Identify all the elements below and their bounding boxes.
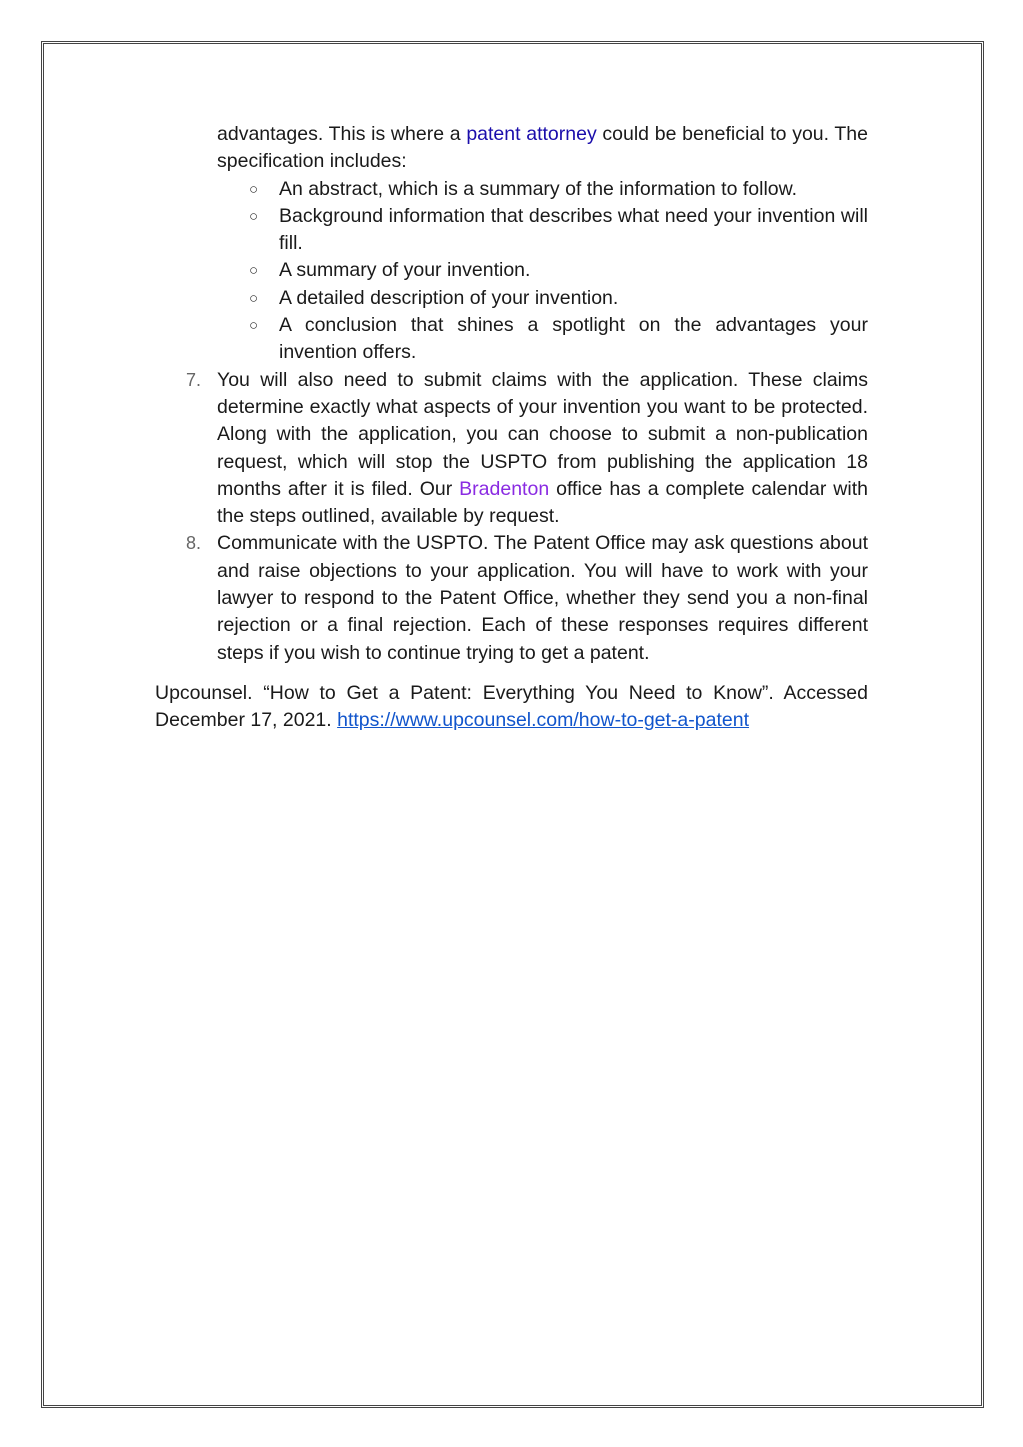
list-item [249, 203, 868, 258]
list-item [249, 176, 868, 203]
step-text-end: office has a complete calendar with the steps outlined, available by request. [217, 477, 868, 528]
steps-list [186, 367, 868, 667]
specification-list [249, 176, 868, 367]
step-item-8 [186, 530, 868, 666]
list-item [249, 257, 868, 284]
list-item [249, 312, 868, 367]
list-item [249, 285, 868, 312]
step-text: Communicate with the USPTO. The Patent Office may ask questions about and raise objections to your application. You will have to work with your lawyer to respond to the Patent Office, whether they send you a non-final rejection or a final rejection. Each of these responses requires different steps if you wish to continue trying to get a patent. [217, 532, 868, 664]
intro-text-end: could be beneficial to you. The specification includes: [217, 123, 869, 173]
step-number: 7. [186, 369, 202, 390]
circle-bullet-icon: ○ [249, 180, 259, 198]
list-item-text: A detailed description of your invention. [279, 286, 619, 309]
circle-bullet-icon: ○ [249, 262, 259, 280]
intro-text-start: advantages. This is where a [217, 123, 467, 145]
citation-text: Upcounsel. “How to Get a Patent: Everything You Need to Know”. Accessed December 17, 2021. [155, 681, 868, 732]
list-item-text: A conclusion that shines a spotlight on the advantages your invention offers. [279, 314, 868, 364]
circle-bullet-icon: ○ [249, 207, 259, 225]
list-item-text: A summary of your invention. [279, 259, 531, 282]
step-text-start: You will also need to submit claims with the application. These claims determine exactly what aspects of your invention you want to be protected. Along with the application, you can choose to submit a non-publication request, which will stop the USPTO from publishing the application 18 months after it is filed. Our [217, 368, 868, 500]
patent-attorney-link[interactable]: patent attorney [466, 123, 597, 145]
step-number: 8. [186, 533, 202, 554]
document-body [155, 121, 868, 735]
citation [155, 680, 868, 735]
bradenton-link[interactable]: Bradenton [459, 477, 550, 500]
list-item-text: Background information that describes what need your invention will fill. [279, 204, 868, 255]
list-item-text: An abstract, which is a summary of the information to follow. [279, 177, 798, 200]
specification-intro [217, 121, 868, 176]
step-item-7 [186, 367, 868, 531]
circle-bullet-icon: ○ [249, 317, 259, 335]
circle-bullet-icon: ○ [249, 289, 259, 307]
citation-url-link[interactable]: https://www.upcounsel.com/how-to-get-a-patent [337, 709, 749, 732]
